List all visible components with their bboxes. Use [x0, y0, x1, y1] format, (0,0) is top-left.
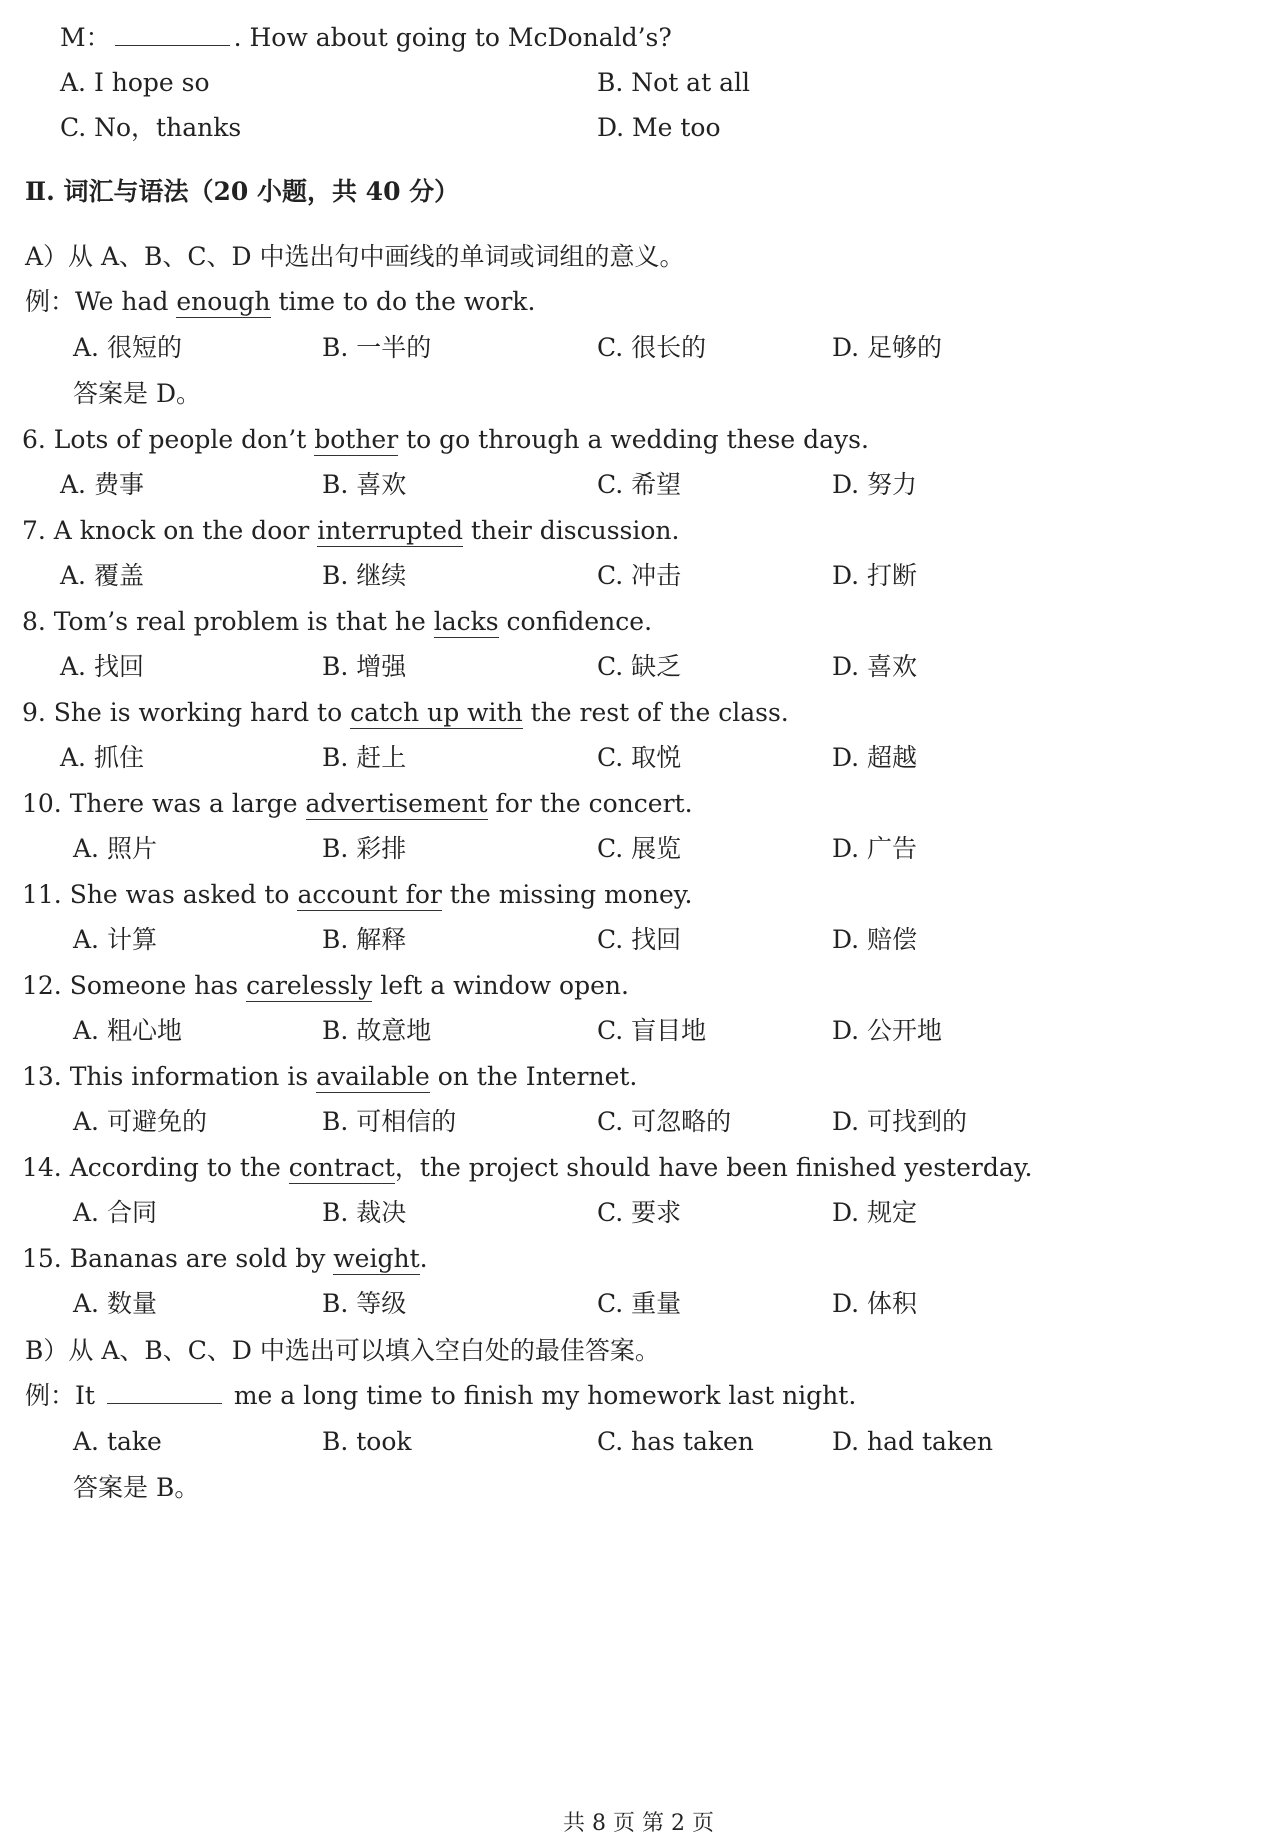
- part-a-example-stem: [25, 286, 535, 318]
- question-underlined: carelessly: [246, 971, 373, 1000]
- question-stem: [22, 1243, 428, 1275]
- question-option-c: C. 重量: [597, 1289, 682, 1318]
- question-after: .: [419, 1244, 428, 1273]
- example-option-d: D. 足够的: [832, 333, 943, 362]
- question-option-d: D. 打断: [832, 561, 918, 590]
- question-after: for the concert.: [487, 789, 693, 818]
- question-stem: [22, 424, 869, 456]
- question-underlined: bother: [314, 425, 399, 454]
- question-option-c: C. 展览: [597, 834, 682, 863]
- q5-option-c: C. No，thanks: [60, 113, 242, 142]
- question-option-d: D. 赔偿: [832, 925, 918, 954]
- question-option-c: C. 找回: [597, 925, 682, 954]
- example-after: time to do the work.: [270, 287, 536, 316]
- question-option-b: B. 裁决: [322, 1198, 407, 1227]
- question-option-a: A. 照片: [73, 834, 157, 863]
- answer-blank: [115, 23, 230, 46]
- question-underlined: lacks: [433, 607, 499, 636]
- question-before: 15. Bananas are sold by: [22, 1244, 334, 1273]
- question-after: their discussion.: [463, 516, 680, 545]
- part-b-example-option-a: A. take: [73, 1427, 162, 1456]
- part-b-instruction: B）从 A、B、C、D 中选出可以填入空白处的最佳答案。: [25, 1336, 660, 1365]
- example-option-c: C. 很长的: [597, 333, 707, 362]
- question-after: left a window open.: [372, 971, 629, 1000]
- q5-option-b: B. Not at all: [597, 68, 750, 97]
- question-option-b: B. 可相信的: [322, 1107, 457, 1136]
- question-option-b: B. 继续: [322, 561, 407, 590]
- question-before: 13. This information is: [22, 1062, 317, 1091]
- question-stem: [22, 879, 693, 911]
- part-b-example-option-c: C. has taken: [597, 1427, 754, 1456]
- question-after: to go through a wedding these days.: [398, 425, 869, 454]
- part-b-example-answer: 答案是 B。: [73, 1473, 200, 1502]
- example-before: We had: [75, 287, 177, 316]
- question-before: 10. There was a large: [22, 789, 306, 818]
- question-option-d: D. 规定: [832, 1198, 918, 1227]
- part-b-example-option-b: B. took: [322, 1427, 412, 1456]
- question-option-a: A. 覆盖: [60, 561, 144, 590]
- question-option-c: C. 希望: [597, 470, 682, 499]
- q5-option-a: A. I hope so: [60, 68, 210, 97]
- page-footer: 共 8 页 第 2 页: [563, 1811, 714, 1836]
- question-option-a: A. 计算: [73, 925, 157, 954]
- question-option-c: C. 要求: [597, 1198, 682, 1227]
- question-option-d: D. 可找到的: [832, 1107, 968, 1136]
- question-before: 12. Someone has: [22, 971, 247, 1000]
- question-option-d: D. 努力: [832, 470, 918, 499]
- question-option-c: C. 可忽略的: [597, 1107, 732, 1136]
- question-after: the missing money.: [441, 880, 693, 909]
- part-b-example-stem: [25, 1380, 856, 1412]
- part-b-example-option-d: D. had taken: [832, 1427, 993, 1456]
- question-stem: [22, 788, 693, 820]
- q5-option-d: D. Me too: [597, 113, 721, 142]
- question-option-c: C. 冲击: [597, 561, 682, 590]
- question-stem: [22, 515, 679, 547]
- question-option-a: A. 抓住: [60, 743, 144, 772]
- example-label: 例：: [25, 287, 76, 316]
- question-after: on the Internet.: [429, 1062, 638, 1091]
- question-stem: [22, 1061, 637, 1093]
- question-option-b: B. 彩排: [322, 834, 407, 863]
- question-stem: [22, 606, 652, 638]
- question-option-d: D. 广告: [832, 834, 918, 863]
- q5-stem: [60, 22, 672, 54]
- question-stem: [22, 970, 629, 1002]
- question-stem: [22, 1152, 1032, 1184]
- example-option-a: A. 很短的: [73, 333, 182, 362]
- question-option-a: A. 可避免的: [73, 1107, 207, 1136]
- example-option-b: B. 一半的: [322, 333, 432, 362]
- example-underlined: enough: [176, 287, 271, 316]
- example-answer: 答案是 D。: [73, 379, 201, 408]
- part-a-instruction: A）从 A、B、C、D 中选出句中画线的单词或词组的意义。: [25, 242, 685, 271]
- question-underlined: interrupted: [317, 516, 463, 545]
- question-before: 6. Lots of people don’t: [22, 425, 315, 454]
- question-before: 11. She was asked to: [22, 880, 298, 909]
- question-underlined: advertisement: [305, 789, 488, 818]
- question-after: confidence.: [498, 607, 653, 636]
- question-option-b: B. 增强: [322, 652, 407, 681]
- question-option-b: B. 解释: [322, 925, 407, 954]
- question-option-a: A. 合同: [73, 1198, 157, 1227]
- question-underlined: catch up with: [350, 698, 523, 727]
- question-after: the rest of the class.: [522, 698, 789, 727]
- question-option-c: C. 取悦: [597, 743, 682, 772]
- q5-prefix: M：: [60, 23, 111, 52]
- question-underlined: available: [316, 1062, 430, 1091]
- answer-blank: [107, 1381, 222, 1404]
- question-option-c: C. 盲目地: [597, 1016, 707, 1045]
- question-option-a: A. 找回: [60, 652, 144, 681]
- question-underlined: weight: [333, 1244, 420, 1273]
- question-before: 8. Tom’s real problem is that he: [22, 607, 434, 636]
- question-option-d: D. 公开地: [832, 1016, 943, 1045]
- question-option-b: B. 等级: [322, 1289, 407, 1318]
- question-option-d: D. 超越: [832, 743, 918, 772]
- example-label: 例：: [25, 1381, 76, 1410]
- section-title: Ⅱ. 词汇与语法（20 小题，共 40 分）: [25, 177, 460, 206]
- question-before: 7. A knock on the door: [22, 516, 318, 545]
- question-option-c: C. 缺乏: [597, 652, 682, 681]
- question-option-b: B. 喜欢: [322, 470, 407, 499]
- q5-suffix: . How about going to McDonald’s?: [233, 23, 672, 52]
- question-underlined: contract: [288, 1153, 395, 1182]
- question-option-d: D. 喜欢: [832, 652, 918, 681]
- example-after: me a long time to finish my homework last night.: [225, 1381, 857, 1410]
- question-option-d: D. 体积: [832, 1289, 918, 1318]
- question-underlined: account for: [297, 880, 442, 909]
- example-before: It: [75, 1381, 103, 1410]
- question-stem: [22, 697, 789, 729]
- question-before: 9. She is working hard to: [22, 698, 351, 727]
- question-option-a: A. 数量: [73, 1289, 157, 1318]
- question-option-a: A. 费事: [60, 470, 144, 499]
- question-option-a: A. 粗心地: [73, 1016, 182, 1045]
- question-before: 14. According to the: [22, 1153, 289, 1182]
- question-option-b: B. 赶上: [322, 743, 407, 772]
- question-option-b: B. 故意地: [322, 1016, 432, 1045]
- question-after: ，the project should have been finished yesterday.: [394, 1153, 1033, 1182]
